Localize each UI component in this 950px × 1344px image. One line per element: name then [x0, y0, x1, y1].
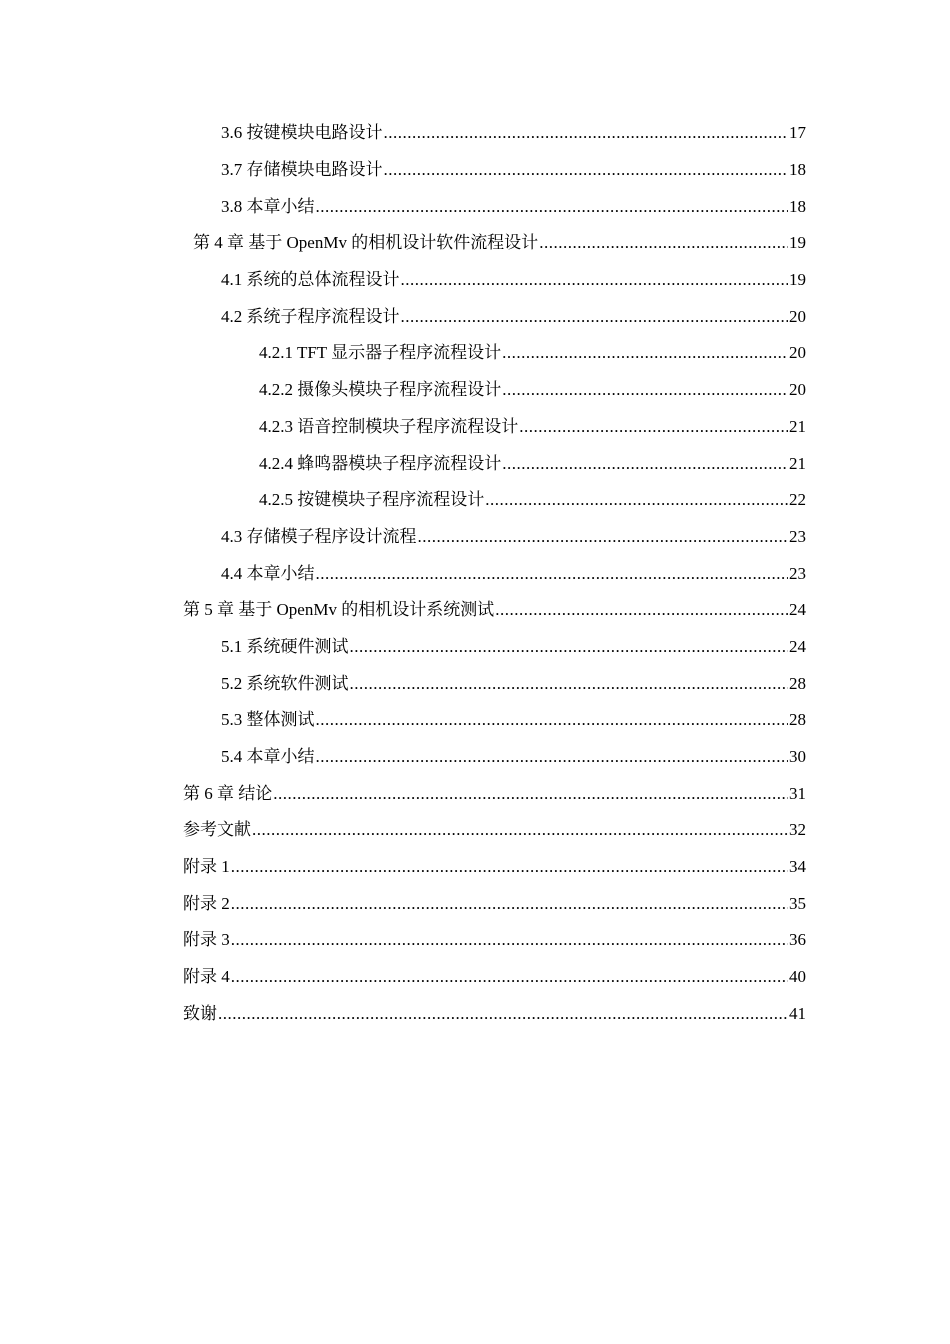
- toc-entry-page: 31: [789, 783, 806, 803]
- toc-entry-4-2-5[interactable]: [0, 482, 950, 519]
- dot-leader: [231, 857, 788, 877]
- toc-entry-page: 40: [789, 967, 806, 987]
- toc-entry-4-2-4[interactable]: [0, 445, 950, 482]
- toc-entry-appendix-3[interactable]: [0, 922, 950, 959]
- dot-leader: [316, 197, 789, 217]
- toc-entry-3-7[interactable]: [0, 152, 950, 189]
- dot-leader: [316, 710, 789, 730]
- toc-entry-page: 36: [789, 930, 806, 950]
- dot-leader: [384, 123, 789, 143]
- toc-entry-4-4[interactable]: [0, 555, 950, 592]
- toc-entry-title: 4.3 存储模子程序设计流程: [221, 526, 417, 546]
- dot-leader: [316, 564, 789, 584]
- toc-entry-4-1[interactable]: [0, 262, 950, 299]
- toc-entry-title: 3.6 按键模块电路设计: [221, 123, 383, 143]
- toc-entry-title: 第 5 章 基于 OpenMv 的相机设计系统测试: [183, 600, 495, 620]
- dot-leader: [252, 820, 788, 840]
- dot-leader: [384, 160, 789, 180]
- toc-entry-page: 23: [789, 526, 806, 546]
- toc-entry-5-2[interactable]: [0, 665, 950, 702]
- toc-entry-page: 20: [789, 306, 806, 326]
- toc-entry-page: 19: [789, 233, 806, 253]
- toc-entry-page: 41: [789, 1003, 806, 1023]
- dot-leader: [401, 270, 789, 290]
- toc-entry-title: 4.2.5 按键模块子程序流程设计: [259, 490, 485, 510]
- toc-entry-chapter-4[interactable]: [0, 225, 950, 262]
- toc-entry-title: 第 6 章 结论: [183, 783, 273, 803]
- toc-entry-title: 4.2.1 TFT 显示器子程序流程设计: [259, 343, 502, 363]
- toc-entry-5-1[interactable]: [0, 629, 950, 666]
- toc-entry-4-2-3[interactable]: [0, 409, 950, 446]
- toc-entry-page: 20: [789, 343, 806, 363]
- toc-entry-page: 35: [789, 893, 806, 913]
- toc-entry-page: 34: [789, 857, 806, 877]
- dot-leader: [485, 490, 788, 510]
- toc-entry-4-3[interactable]: [0, 519, 950, 556]
- toc-entry-references[interactable]: [0, 812, 950, 849]
- toc-entry-title: 附录 4: [183, 967, 230, 987]
- toc-entry-3-8[interactable]: [0, 188, 950, 225]
- dot-leader: [502, 454, 788, 474]
- toc-entry-page: 23: [789, 563, 806, 583]
- dot-leader: [539, 233, 788, 253]
- toc-entry-title: 附录 1: [183, 857, 230, 877]
- dot-leader: [495, 600, 788, 620]
- toc-entry-title: 第 4 章 基于 OpenMv 的相机设计软件流程设计: [193, 233, 539, 253]
- toc-entry-chapter-5[interactable]: [0, 592, 950, 629]
- toc-entry-page: 30: [789, 747, 806, 767]
- toc-entry-title: 参考文献: [183, 820, 251, 840]
- toc-entry-4-2-2[interactable]: [0, 372, 950, 409]
- toc-entry-acknowledgements[interactable]: [0, 996, 950, 1033]
- toc-entry-chapter-6[interactable]: [0, 775, 950, 812]
- dot-leader: [218, 1004, 788, 1024]
- toc-entry-5-4[interactable]: [0, 739, 950, 776]
- toc-entry-appendix-1[interactable]: [0, 849, 950, 886]
- toc-entry-title: 3.7 存储模块电路设计: [221, 160, 383, 180]
- dot-leader: [231, 967, 788, 987]
- toc-entry-title: 4.2 系统子程序流程设计: [221, 306, 400, 326]
- toc-entry-4-2-1[interactable]: [0, 335, 950, 372]
- toc-entry-page: 18: [789, 196, 806, 216]
- toc-entry-page: 32: [789, 820, 806, 840]
- toc-entry-page: 20: [789, 380, 806, 400]
- toc-entry-title: 5.4 本章小结: [221, 747, 315, 767]
- dot-leader: [502, 380, 788, 400]
- dot-leader: [350, 674, 789, 694]
- dot-leader: [273, 784, 788, 804]
- toc-entry-title: 4.2.3 语音控制模块子程序流程设计: [259, 416, 519, 436]
- dot-leader: [519, 417, 788, 437]
- toc-entry-title: 3.8 本章小结: [221, 196, 315, 216]
- toc-entry-appendix-2[interactable]: [0, 885, 950, 922]
- dot-leader: [418, 527, 789, 547]
- toc-entry-page: 24: [789, 600, 806, 620]
- toc-entry-title: 4.4 本章小结: [221, 563, 315, 583]
- dot-leader: [350, 637, 789, 657]
- dot-leader: [231, 930, 788, 950]
- toc-entry-page: 28: [789, 673, 806, 693]
- toc-entry-page: 21: [789, 453, 806, 473]
- dot-leader: [316, 747, 789, 767]
- toc-entry-page: 17: [789, 123, 806, 143]
- table-of-contents: [0, 115, 950, 1032]
- toc-entry-5-3[interactable]: [0, 702, 950, 739]
- toc-entry-page: 18: [789, 160, 806, 180]
- toc-entry-title: 5.3 整体测试: [221, 710, 315, 730]
- toc-entry-title: 4.1 系统的总体流程设计: [221, 270, 400, 290]
- toc-entry-page: 28: [789, 710, 806, 730]
- toc-entry-page: 22: [789, 490, 806, 510]
- toc-entry-page: 19: [789, 270, 806, 290]
- toc-entry-4-2[interactable]: [0, 298, 950, 335]
- dot-leader: [231, 894, 788, 914]
- toc-entry-title: 5.1 系统硬件测试: [221, 636, 349, 656]
- toc-entry-title: 4.2.4 蜂鸣器模块子程序流程设计: [259, 453, 502, 473]
- toc-entry-appendix-4[interactable]: [0, 959, 950, 996]
- toc-entry-title: 4.2.2 摄像头模块子程序流程设计: [259, 380, 502, 400]
- toc-entry-title: 附录 3: [183, 930, 230, 950]
- toc-entry-title: 附录 2: [183, 893, 230, 913]
- toc-entry-page: 24: [789, 636, 806, 656]
- toc-entry-page: 21: [789, 416, 806, 436]
- toc-entry-title: 致谢: [183, 1003, 217, 1023]
- toc-entry-title: 5.2 系统软件测试: [221, 673, 349, 693]
- dot-leader: [502, 343, 788, 363]
- dot-leader: [401, 307, 789, 327]
- toc-entry-3-6[interactable]: [0, 115, 950, 152]
